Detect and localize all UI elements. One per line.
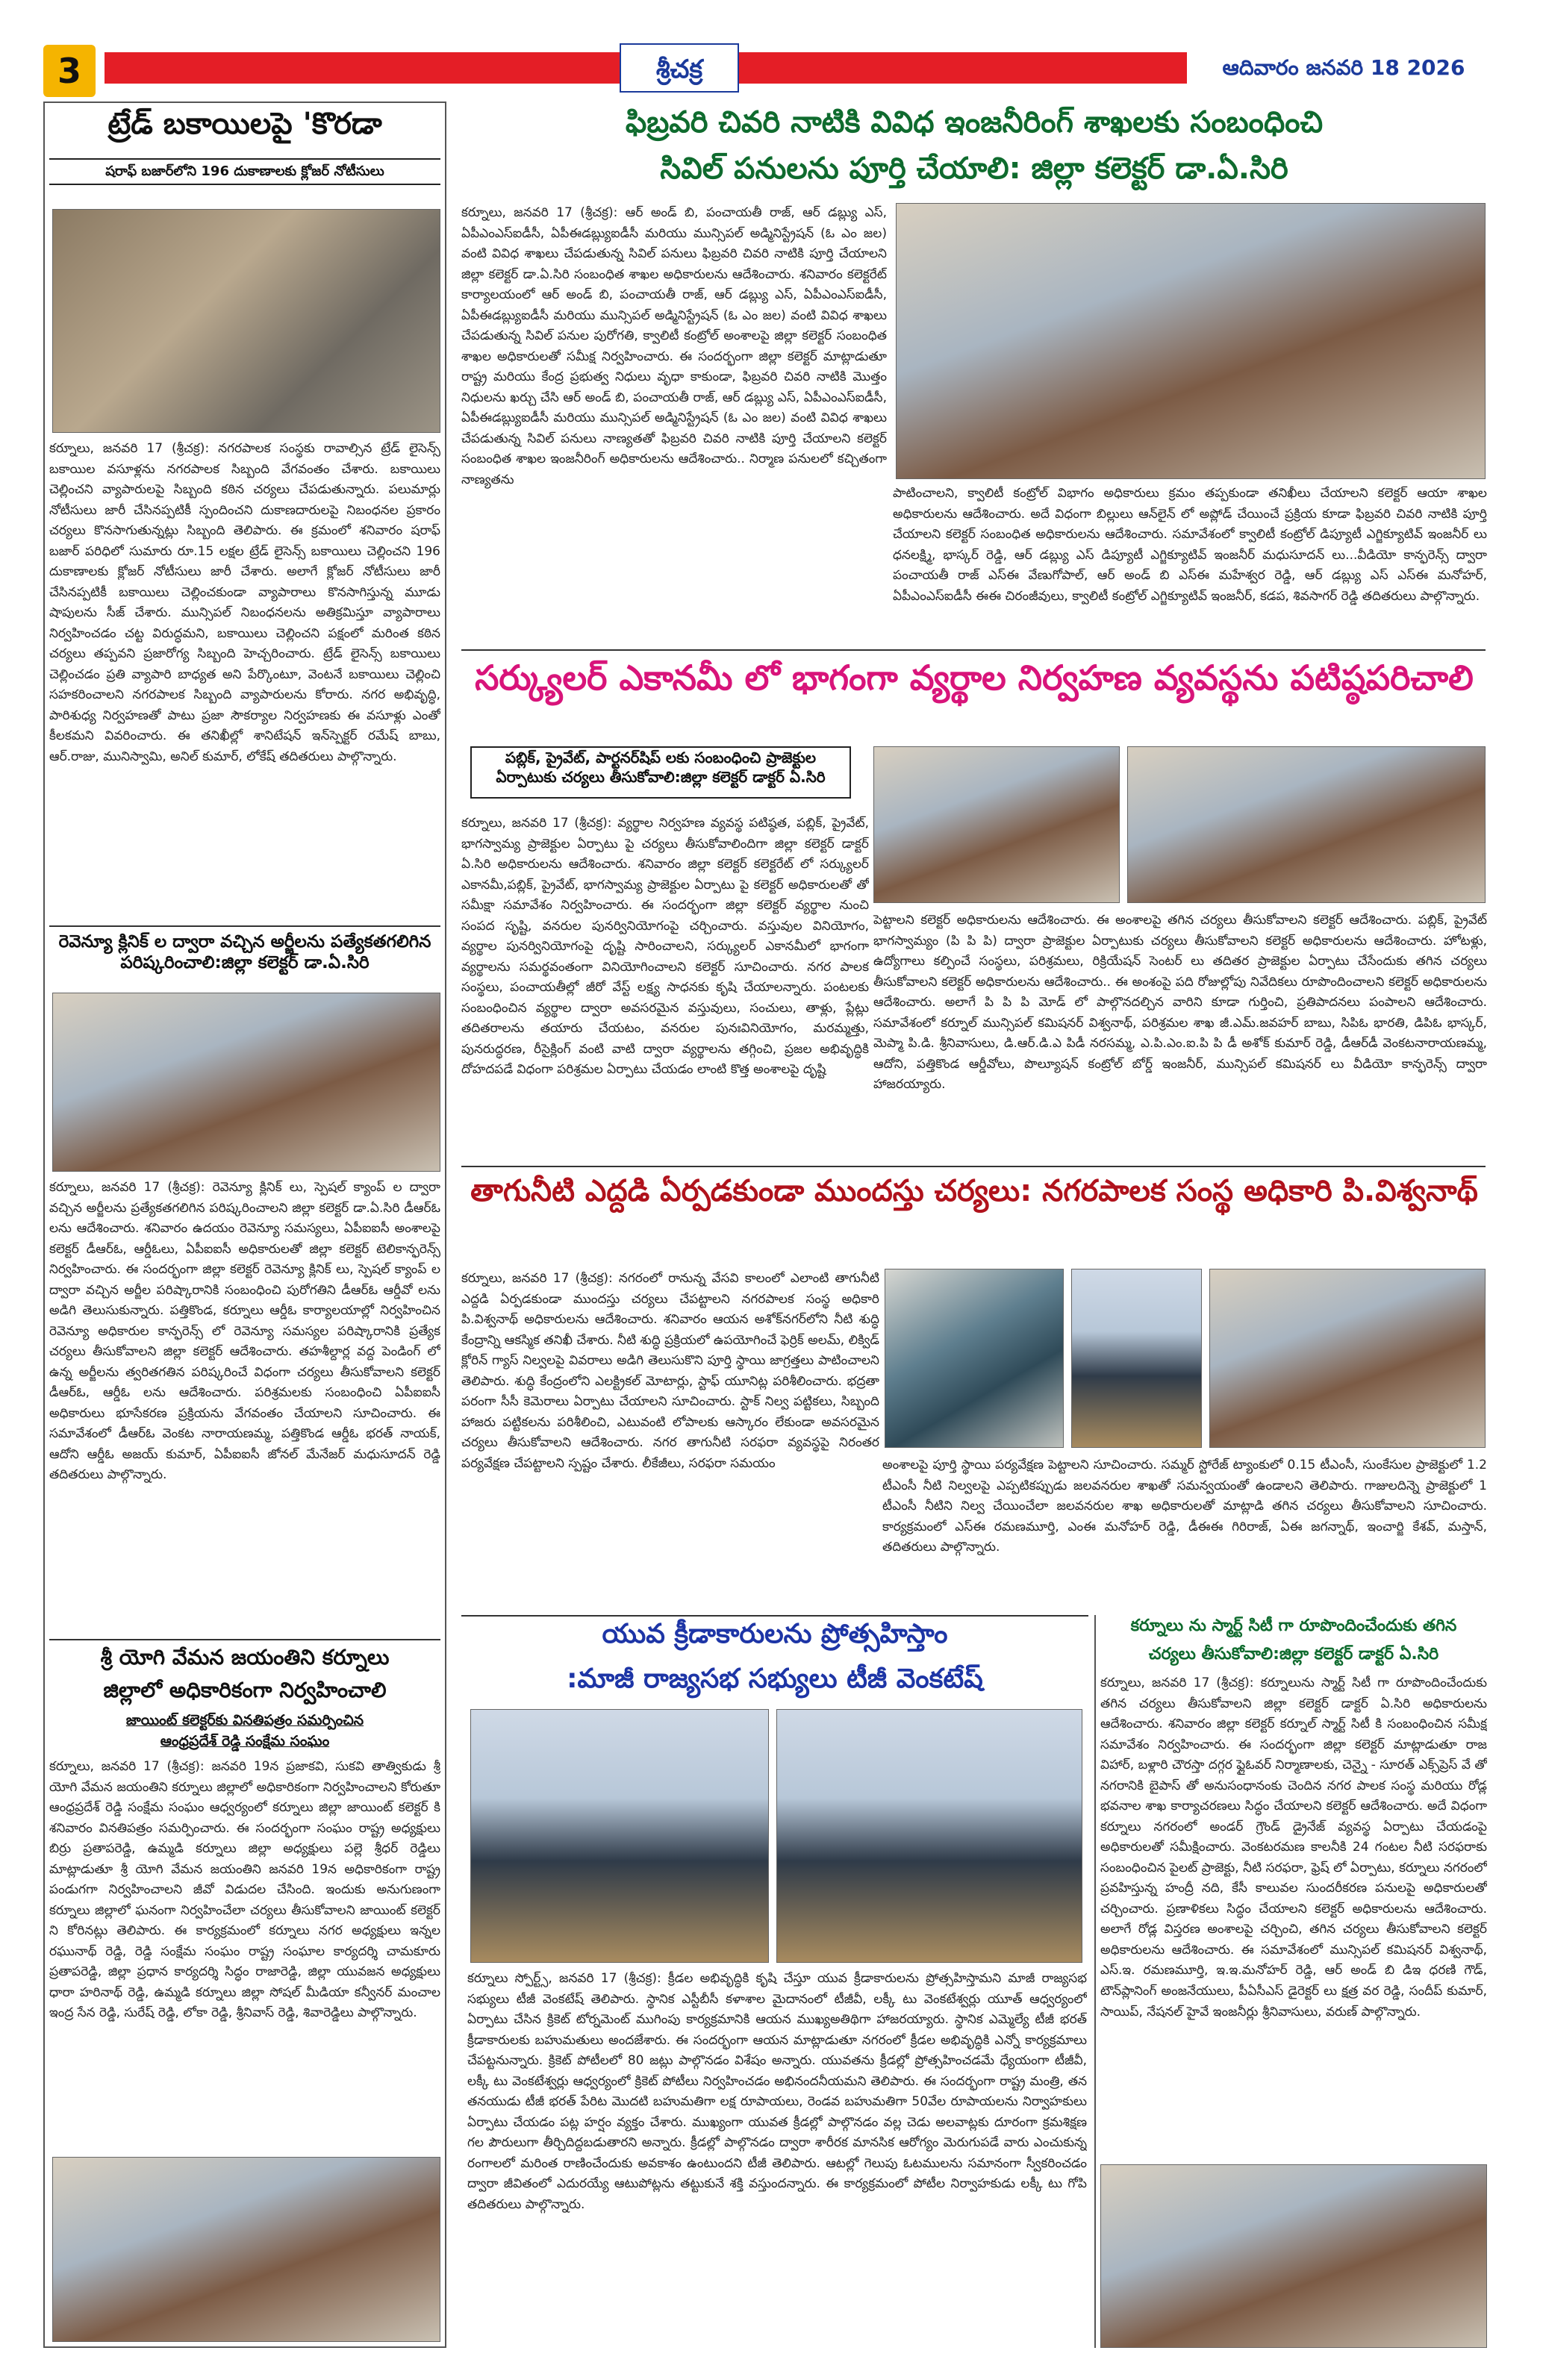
civil-works-body-left: కర్నూలు, జనవరి 17 (శ్రీచక్ర): ఆర్ అండ్ బి, పంచాయతీ రాజ్, ఆర్ డబ్ల్యు ఎస్, ఏపీఎంఎస్ఐడీసీ, ఏపీఈడబ్ల్యుఐడీసీ మరియు మున్సిపల్ అడ్మినిస్ట్రేషన్ (ఓ ఎం జల) వంటి వివిధ శాఖలు చేపడుతున్న సివిల్ పనులు ఫిబ్రవరి చివరి నాటికి పూర్తి చేయాలని జిల్లా కలెక్టర్ డా.ఏ.సిరి సంబంధిత శాఖల అధికారులను ఆదేశించారు. శనివారం కలెక్టరేట్ కార్యాలయంలో ఆర్ అండ్ బి, పంచాయతీ రాజ్, ఆర్ డబ్ల్యు ఎస్, ఏపీఎంఎస్ఐడీసీ, ఏపీఈడబ్ల్యుఐడీసీ మరియు మున్సిపల్ అడ్మినిస్ట్రేషన్ (ఓ ఎం జల) వంటి వివిధ శాఖలు చేపడుతున్న సివిల్ పనుల పురోగతి, క్వాలిటీ కంట్రోల్ అంశాలపై జిల్లా కలెక్టర్ సంబంధిత శాఖల అధికారులతో సమీక్ష నిర్వహించారు. ఈ సందర్భంగా జిల్లా కలెక్టర్ మాట్లాడుతూ రాష్ట్ర మరియు కేంద్ర ప్రభుత్వ నిధులు వృధా కాకుండా, ఫిబ్రవరి చివరి నాటికి మొత్తం నిధులను ఖర్చు చేసి ఆర్ అండ్ బి, పంచాయతీ రాజ్, ఆర్ డబ్ల్యు ఎస్, ఏపీఎంఎస్ఐడీసీ, ఏపీఈడబ్ల్యుఐడీసీ మరియు మున్సిపల్ అడ్మినిస్ట్రేషన్ (ఓ ఎం జల) వంటి వివిధ శాఖలు చేపడుతున్న సివిల్ పనులు నాణ్యతతో ఫిబ్రవరి చివరి నాటికి పూర్తి చేయాలని కలెక్టర్ సంబంధిత శాఖల ఇంజనీరింగ్ అధికారులను ఆదేశించారు.. నిర్మాణ పనులలో కచ్చితంగా నాణ్యతను [461,205,887,487]
trade-license-subhead: షరాఫ్ బజార్‌లోని 196 దుకాణాలకు క్లోజర్ నోటీసులు [49,158,440,185]
divider [49,1639,440,1640]
smart-city-headline-1: కర్నూలు ను స్మార్ట్ సిటీ గా రూపొందించేందుకు తగిన [1130,1617,1457,1635]
revenue-clinic-headline: రెవెన్యూ క్లినిక్ ల ద్వారా వచ్చిన అర్జీలను పత్యేకతగలిగిన పరిష్కరించాలి:జిల్లా కలెక్టర్ డా.ఏ.సిరి [58,932,431,973]
petition-photo [52,2157,440,2342]
trade-license-headline: ట్రేడ్ బకాయిలపై 'కొరడా [107,107,382,141]
shop-closure-photo [52,209,440,433]
collector-desk-photo [873,746,1120,903]
sports-headline-1: యువ క్రీడాకారులను ప్రోత్సహిస్తాం [602,1619,948,1649]
column-divider [1094,1615,1096,2348]
pump-station-photo [885,1269,1064,1448]
page-number: 3 [43,45,96,97]
ppp-subhead-box [470,746,851,799]
issue-date: ఆదివారం జనవరి 18 2026 [1187,51,1500,85]
ppp-meeting-photo [1127,746,1486,903]
divider [461,1615,1088,1617]
vemana-headline-2: జిల్లాలో అధికారికంగా నిర్వహించాలి [103,1678,387,1702]
sports-headline-2: :మాజీ రాజ్యసభ సభ్యులు టీజీ వెంకటేష్ [567,1664,983,1694]
trade-license-body: కర్నూలు, జనవరి 17 (శ్రీచక్ర): నగరపాలక సంస్థకు రావాల్సిన ట్రేడ్ లైసెన్స్ బకాయిల వసూళ్లను నగరపాలక సిబ్బంది వేగవంతం చేశారు. బకాయిలు చెల్లించని వ్యాపారులపై సిబ్బంది కఠిన చర్యలు చేపడుతున్నారు. పలుమార్లు నోటీసులు జారీ చేసినప్పటికీ స్పందించని దుకాణదారులపై నిబంధనల ప్రకారం చర్యలు కొనసాగుతున్నట్లు సిబ్బంది తెలిపారు. ఈ క్రమంలో శనివారం షరాఫ్ బజార్ పరిధిలో సుమారు రూ.15 లక్షల ట్రేడ్ లైసెన్స్ బకాయిలు చెల్లించని 196 దుకాణాలకు క్లోజర్ నోటీసులు జారీ చేశారు. అలాగే క్లోజర్ నోటీసులు జారీ చేసినప్పటికీ బకాయిలు చెల్లించకుండా వ్యాపారాలు కొనసాగిస్తున్న మూడు షాపులను సీజ్ చేశారు. మున్సిపల్ నిబంధనలను అతిక్రమిస్తూ వ్యాపారాలు నిర్వహించడం చట్ట విరుద్ధమని, బకాయిలు చెల్లించని పక్షంలో మరింత కఠిన చర్యలు తప్పవని ప్రజారోగ్య సిబ్బంది హెచ్చరించారు. ట్రేడ్ లైసెన్స్ బకాయిలు చెల్లించడం ప్రతి వ్యాపారి బాధ్యత అని పేర్కొంటూ, వెంటనే బకాయిలు చెల్లించి సహకరించాలని నగరపాలక సిబ్బంది వ్యాపారులను కోరారు. నగర అభివృద్ధి, పారిశుధ్య నిర్వహణతో పాటు ప్రజా సౌకర్యాల నిర్వహణకు ఈ వసూళ్లు ఎంతో కీలకమని వివరించారు. ఈ తనిఖీల్లో శానిటేషన్ ఇన్‌స్పెక్టర్ రమేష్ బాబు, ఆర్.రాజు, మునిస్వామి, అనిల్ కుమార్, లోకేష్ తదితరులు పాల్గొన్నారు. [49,441,440,764]
smart-city-headline-2: చర్యలు తీసుకోవాలి:జిల్లా కలెక్టర్ డాక్టర్ ఏ.సిరి [1148,1645,1439,1664]
ppp-subhead-2: ఏర్పాటుకు చర్యలు తీసుకోవాలి:జిల్లా కలెక్టర్ డాక్టర్ ఏ.సిరి [496,768,826,786]
divider [49,925,440,927]
revenue-clinic-body: కర్నూలు, జనవరి 17 (శ్రీచక్ర): రెవెన్యూ క్లినిక్ లు, స్పెషల్ క్యాంప్ ల ద్వారా వచ్చిన అర్జీలను ప్రత్యేకతగలిగిన పరిష్కరించాలని జిల్లా కలెక్టర్ డా.ఏ.సిరి డీఆర్‌ఓ లను ఆదేశించారు. శనివారం ఉదయం రెవెన్యూ సమస్యలు, ఏపీఐఐసీ అంశాలపై కలెక్టర్ డీఆర్‌ఓ, ఆర్డీఓలు, ఏపీఐఐసీ అధికారులతో జిల్లా కలెక్టర్ టెలికాన్ఫరెన్స్ నిర్వహించారు. ఈ సందర్భంగా జిల్లా కలెక్టర్ రెవెన్యూ క్లినిక్ లు, స్పెషల్ క్యాంప్ ల ద్వారా వచ్చిన అర్జీల పరిష్కారానికి సంబంధించి పురోగతిని డీఆర్‌ఓ ఆర్డీవో లను అడిగి తెలుసుకున్నారు. పత్తికొండ, కర్నూలు ఆర్డీఓ కార్యాలయాల్లో నిర్వహించిన రెవెన్యూ అధికారుల కాన్ఫరెన్స్ లో రెవెన్యూ సమస్యల పరిష్కారానికి ప్రత్యేక చర్యలు తీసుకోవాలని జిల్లా కలెక్టర్ ఆదేశించారు. తహశీల్దార్ల వద్ద పెండింగ్ లో ఉన్న అర్జీలను త్వరితగతిన పరిష్కరించే విధంగా చర్యలు తీసుకోవాలని కలెక్టర్ డీఆర్‌ఓ, ఆర్డీఓ లను ఆదేశించారు. పరిశ్రమలకు సంబంధించి ఏపీఐఐసీ అధికారులు భూసేకరణ ప్రక్రియను వేగవంతం చేయాలని సూచించారు. ఈ సమావేశంలో డీఆర్‌ఓ వెంకట నారాయణమ్మ, పత్తికొండ ఆర్డీఓ భరత్ నాయక్, ఆదోని ఆర్డీఓ అజయ్ కుమార్, ఏపీఐఐసీ జోనల్ మేనేజర్ మధుసూదన్ రెడ్డి తదితరులు పాల్గొన్నారు. [49,1180,440,1483]
vemana-body: కర్నూలు, జనవరి 17 (శ్రీచక్ర): జనవరి 19న ప్రజాకవి, సుకవి తాత్వికుడు శ్రీ యోగి వేమన జయంతిని కర్నూలు జిల్లాలో అధికారికంగా నిర్వహించాలని కోరుతూ ఆంధ్రప్రదేశ్ రెడ్డి సంక్షేమ సంఘం ఆధ్వర్యంలో కర్నూలు జిల్లా జాయింట్ కలెక్టర్ కి శనివారం వినతిపత్రం సమర్పించారు. ఈ సందర్భంగా సంఘం రాష్ట్ర అధ్యక్షులు బిర్రు ప్రతాపరెడ్డి, ఉమ్మడి కర్నూలు జిల్లా అధ్యక్షులు పల్లె శ్రీధర్ రెడ్డిలు మాట్లాడుతూ శ్రీ యోగి వేమన జయంతిని జనవరి 19న అధికారికంగా రాష్ట్ర పండుగగా నిర్వహించాలని జీవో విడుదల చేసింది. ఇందుకు అనుగుణంగా కర్నూలు జిల్లాలో ఘనంగా నిర్వహించేలా చర్యలు తీసుకోవాలని జాయింట్ కలెక్టర్ ని కోరినట్లు తెలిపారు. ఈ కార్యక్రమంలో కర్నూలు నగర అధ్యక్షులు ఇన్నల రఘునాథ్ రెడ్డి, రెడ్డి సంక్షేమ సంఘం రాష్ట్ర సంఘాల కార్యదర్శి చామకూరు ప్రతాపరెడ్డి, జిల్లా ప్రధాన కార్యదర్శి సిద్ధం రాజారెడ్డి, జిల్లా యువజన అధ్యక్షులు ధారా హరినాథ్ రెడ్డి, ఉమ్మడి కర్నూలు జిల్లా సోషల్ మీడియా కన్వీనర్ మంచాల ఇంద్ర సేన రెడ్డి, సురేష్ రెడ్డి, లోకా రెడ్డి, శ్రీనివాస్ రెడ్డి, శివారెడ్డిలు పాల్గొన్నారు. [49,1759,440,2021]
ppp-subhead-1: పబ్లిక్, ప్రైవేట్, పార్టనర్‌షిప్ లకు సంబంధించి ప్రాజెక్టుల [505,749,817,766]
circular-economy-headline: సర్క్యులర్ ఎకానమీ లో భాగంగా వ్యర్థాల నిర్వహణ వ్యవస్థను పటిష్ఠపరిచాలి [475,658,1474,698]
revenue-meeting-photo [52,993,440,1172]
collector-review-photo [896,203,1486,479]
smart-city-meeting-photo [1100,2164,1487,2348]
smart-city-body: కర్నూలు, జనవరి 17 (శ్రీచక్ర): కర్నూలును స్మార్ట్ సిటీ గా రూపొందించేందుకు తగిన చర్యలు తీసుకోవాలని జిల్లా కలెక్టర్ డాక్టర్ ఏ.సిరి అధికారులను ఆదేశించారు. శనివారం జిల్లా కలెక్టర్ కర్నూల్ స్మార్ట్ సిటీ కి సంబంధించిన సమీక్ష సమావేశం నిర్వహించారు. ఈ సందర్భంగా జిల్లా కలెక్టర్ మాట్లాడుతూ రాజ విహార్, బళ్లారి చౌరస్తా దగ్గర ఫ్లైఓవర్ నిర్మాణాలకు, చెన్నై - సూరత్ ఎక్స్‌ప్రెస్ వే తో నగరానికి బైపాస్ తో అనుసంధానంకు చెందిన నగర పాలక సంస్థ మరియు రోడ్ల భవనాల శాఖ కార్యాచరణలు సిద్ధం చేయాలని కలెక్టర్ ఆదేశించారు. అదే విధంగా కర్నూలు నగరంలో అండర్ గ్రౌండ్ డ్రైనేజ్ వ్యవస్థ ఏర్పాటు చేయడంపై అధికారులతో సమీక్షించారు. వెంకటరమణ కాలనీకి 24 గంటల నీటి సరఫరాకు సంబంధించిన పైలట్ ప్రాజెక్టు, నీటి సరఫరా, ఫ్రెష్ లో ఏర్పాటు, కర్నూలు నగరంలో ప్రవహిస్తున్న హంద్రీ నది, కేసీ కాలువల సుందరీకరణ పనులపై అధికారులతో చర్చించారు. ప్రణాళికలు సిద్ధం చేయాలని కలెక్టర్ అధికారులను ఆదేశించారు. అలాగే రోడ్ల విస్తరణ అంశాలపై చర్చించి, తగిన చర్యలు తీసుకోవాలని కలెక్టర్ అధికారులను ఆదేశించారు. ఈ సమావేశంలో మున్సిపల్ కమిషనర్ విశ్వనాథ్, ఎస్.ఇ. రమణమూర్తి, ఇ.ఇ.మనోహర్ రెడ్డి, ఆర్ అండ్ బి డిఇ ధరణి గౌడ్, టౌన్‌ప్లానింగ్ అంజనేయులు, పీఏసీఎస్ డైరెక్టర్ లు క్షత్ర వర రెడ్డి, సందీప్ కుమార్, సాయిప్, నేషనల్ హైవే ఇంజనీర్లు శ్రీనివాసులు, వరుణ్ పాల్గొన్నారు. [1100,1675,1487,2020]
vemana-subhead-1: జాయింట్ కలెక్టర్‌కు వినతిపత్రం సమర్పించిన [125,1712,364,1728]
vemana-headline-1: శ్రీ యోగి వేమన జయంతిని కర్నూలు [100,1645,390,1670]
circular-economy-body-left: కర్నూలు, జనవరి 17 (శ్రీచక్ర): వ్యర్థాల నిర్వహణ వ్యవస్థ పటిష్ఠత, పబ్లిక్, ప్రైవేట్, భాగస్వామ్య ప్రాజెక్టుల ఏర్పాటు పై చర్యలు తీసుకోవాలిందిగా జిల్లా కలెక్టర్ డాక్టర్ ఏ.సిరి అధికారులను ఆదేశించారు. శనివారం జిల్లా కలెక్టర్ కలెక్టరేట్ లో సర్క్యులర్ ఎకానమీ,పబ్లిక్, ప్రైవేట్, భాగస్వామ్య ప్రాజెక్టుల ఏర్పాటు పై కలెక్టర్ అధికారులతో తో సమీక్షా సమావేశం నిర్వహించారు. ఈ సందర్భంగా జిల్లా కలెక్టర్ వ్యర్థాల నుంచి సంపద సృష్టి, వనరుల పునర్వినియోగంపై చర్చించారు. వస్తువుల వినియోగం, వ్యర్థాల పునర్వినియోగంపై దృష్టి సారించాలని, సర్క్యులర్ ఎకానమీలో భాగంగా వ్యర్థాలను సమర్థవంతంగా వినియోగించాలని కలెక్టర్ సూచించారు. నగర పాలక సంస్థలు, పంచాయతీల్లో జీరో వేస్ట్ లక్ష్య సాధనకు కృషి చేయాలన్నారు. పంటలకు సంబంధించిన వ్యర్థాల ద్వారా అవసరమైన వస్తువులు, సంచులు, తాళ్లు, ప్లేట్లు తదితరాలను తయారు చేయటం, వనరుల పునఃవినియోగం, మరమ్మత్తు, పునరుద్ధరణ, రీసైక్లింగ్ వంటి వాటి ద్వారా వ్యర్థాలను తగ్గించి, ప్రజల అభివృద్ధికి దోహదపడే విధంగా పరిశ్రమల ఏర్పాటు చేయడం లాంటి కొత్త అంశాలపై దృష్టి [461,816,869,1078]
official-visit-photo [1209,1269,1486,1448]
paper-logo: శ్రీచక్ర [620,43,739,93]
drinking-water-headline: తాగునీటి ఎద్దడి ఏర్పడకుండా ముందస్తు చర్యలు: నగరపాలక సంస్థ అధికారి పి.విశ్వనాథ్ [470,1174,1478,1208]
vemana-subhead-2: ఆంధ్రప్రదేశ్ రెడ్డి సంక్షేమ సంఘం [160,1733,330,1749]
divider [461,1166,1486,1167]
trophy-presentation-photo [776,1709,1082,1963]
circular-economy-body-right: పెట్టాలని కలెక్టర్ అధికారులను ఆదేశించారు. ఈ అంశాలపై తగిన చర్యలు తీసుకోవాలని కలెక్టర్ ఆదేశించారు. పబ్లిక్, ప్రైవేట్ భాగస్వామ్యం (పి పి పి) ద్వారా ప్రాజెక్టుల ఏర్పాటుకు చర్యలు తీసుకోవాలని కలెక్టర్ అధికారులను ఆదేశించారు. హోటళ్లు, ఉద్యోగాలు కల్పించే సంస్థలు, పరిశ్రమలు, రిక్రియేషన్ సెంటర్ లు తదితర ప్రాజెక్టుల ఏర్పాటు చేసేందుకు తగిన చర్యలు తీసుకోవాలని కలెక్టర్ అధికారులను ఆదేశించారు.. ఈ అంశంపై పది రోజుల్లోపు నివేదికలు రూపొందించాలని కలెక్టర్ అధికారులను ఆదేశించారు. అలాగే పి పి పి మోడ్ లో పాల్గొనదల్చిన వారిని కూడా గుర్తించి, ప్రతిపాదనలు పంపాలని ఆదేశించారు. సమావేశంలో కర్నూల్ మున్సిపల్ కమిషనర్ విశ్వనాథ్, పరిశ్రమల శాఖ జీ.ఎమ్.జవహర్ బాబు, సిపిఓ భారతి, డిపిఓ భాస్కర్, మెప్మా పి.డి. శ్రీనివాసులు, డి.ఆర్.డి.ఎ పిడీ నరసమ్మ, ఎ.పి.ఎం.ఐ.పి పి డీ అశోక్ కుమార్ రెడ్డి, డీఆర్‌డీ వెంకటనారాయణమ్మ, ఆదోని, పత్తికొండ ఆర్డీవోలు, పొల్యూషన్ కంట్రోల్ బోర్డ్ ఇంజనీర్, మున్సిపల్ కమిషనర్ లు వీడియో కాన్ఫరెన్స్ ద్వారా హాజరయ్యారు. [873,913,1487,1093]
inspection-photo [1071,1269,1202,1448]
drinking-water-body-right: అంశాలపై పూర్తి స్థాయి పర్యవేక్షణ పెట్టాలని సూచించారు. సమ్మర్ స్టోరేజ్ ట్యాంకులో 0.15 టీఎంసీ, సుంకేసుల ప్రాజెక్టులో 1.2 టీఎంసీ నీటి నిల్వలపై ఎప్పటికప్పుడు జలవనరుల శాఖతో సమన్వయంతో ఉండాలని తెలిపారు. గాజులదిన్నె ప్రాజెక్టులో 1 టీఎంసీ నీటిని నిల్వ చేయించేలా జలవనరుల శాఖ అధికారులతో మాట్లాడి తగిన చర్యలు తీసుకోవాలని సూచించారు. కార్యక్రమంలో ఎస్ఈ రమణమూర్తి, ఎంఈ మనోహర్ రెడ్డి, డీఈఈ గిరిరాజ్, ఏఈ జగన్నాథ్, ఇంచార్జి కేశవ్, మస్తాన్, తదితరులు పాల్గొన్నారు. [882,1458,1487,1555]
cricket-teams-photo [470,1709,769,1963]
sports-body: కర్నూలు స్పోర్ట్స్, జనవరి 17 (శ్రీచక్ర): క్రీడల అభివృద్ధికి కృషి చేస్తూ యువ క్రీడాకారులను ప్రోత్సహిస్తామని మాజీ రాజ్యసభ సభ్యులు టీజీ వెంకటేష్ తెలిపారు. స్థానిక ఎస్టీబీసీ కళాశాల మైదానంలో టీజీవీ, లక్కీ టు వెంకటేశ్వర్లు యూత్ ఆధ్వర్యంలో ఏర్పాటు చేసిన క్రికెట్ టోర్నమెంట్ ముగింపు కార్యక్రమానికి ఆయన ముఖ్యఅతిథిగా హాజరయ్యారు. స్థానిక ఎమ్మెల్యే టీజీ భరత్ క్రీడాకారులకు బహుమతులు అందజేశారు. ఈ సందర్భంగా ఆయన మాట్లాడుతూ నగరంలో క్రీడల అభివృద్ధికి ఎన్నో కార్యక్రమాలు చేపట్టనున్నారు. క్రికెట్ పోటీలలో 80 జట్లు పాల్గొనడం విశేషం అన్నారు. యువతను క్రీడల్లో ప్రోత్సహించడమే ధ్యేయంగా టీజీవీ, లక్కీ టు వెంకటేశ్వర్లు ఆధ్వర్యంలో క్రికెట్ పోటీలు నిర్వహించడం అభినందనీయమని తెలిపారు. ఈ సందర్భంగా రాష్ట్ర మంత్రి, తన తనయుడు టీజీ భరత్ పేరిట మొదటి బహుమతిగా లక్ష రూపాయలు, రెండవ బహుమతిగా 50వేల రూపాయలను నిర్వాహకులు ఏర్పాటు చేయడం పట్ల హర్షం వ్యక్తం చేశారు. ముఖ్యంగా యువత క్రీడల్లో పాల్గొనడం వల్ల చెడు అలవాట్లకు దూరంగా క్రమశిక్షణ గల పౌరులుగా తీర్చిదిద్దబడుతారని అన్నారు. క్రీడల్లో పాల్గొనడం ద్వారా శారీరక మానసిక ఆరోగ్యం మెరుగుపడే వారు ఎంచుకున్న రంగాలలో మరింత రాణించేందుకు అవకాశం ఉంటుందని టీజీ తెలిపారు. ఆటల్లో గెలుపు ఓటములను సమానంగా స్వీకరించడం ద్వారా జీవితంలో ఎదురయ్యే ఆటుపోట్లను తట్టుకునే శక్తి వస్తుందన్నారు. ఈ కార్యక్రమంలో పోటీల నిర్వాహకుడు లక్కీ టు గోపి తదితరులు పాల్గొన్నారు. [467,1971,1087,2212]
divider [461,649,1486,651]
drinking-water-body-left: కర్నూలు, జనవరి 17 (శ్రీచక్ర): నగరంలో రానున్న వేసవి కాలంలో ఎలాంటి తాగునీటి ఎద్దడి ఏర్పడకుండా ముందస్తు చర్యలు చేపట్టాలని నగరపాలక సంస్థ అధికారి పి.విశ్వనాథ్ అధికారులను ఆదేశించారు. శనివారం ఆయన అశోక్‌నగర్‌లోని నీటి శుద్ధి కేంద్రాన్ని ఆకస్మిక తనిఖీ చేశారు. నీటి శుద్ధి ప్రక్రియలో ఉపయోగించే ఫెర్రిక్ అలమ్, లిక్విడ్ క్లోరిన్ గ్యాస్ నిల్వలపై వివరాలు అడిగి తెలుసుకొని పూర్తి స్థాయి జాగ్రత్తలు పాటించాలని తెలిపారు. శుద్ధి కేంద్రంలోని ఎలక్ట్రికల్ మోటార్లు, స్టాఫ్ యూనిట్ల పరిశీలించారు. భద్రతా పరంగా సీసీ కెమెరాలు ఏర్పాటు చేయాలని సూచించారు. స్టాక్ నిల్వ పట్టికలు, సిబ్బంది హాజరు పట్టికలను పరిశీలించి, ఎటువంటి లోపాలకు ఆస్కారం లేకుండా అవసరమైన చర్యలు తీసుకోవాలని ఆదేశించారు. నగర తాగునీటి సరఫరా వ్యవస్థపై నిరంతర పర్యవేక్షణ చేపట్టాలని స్పష్టం చేశారు. లీకేజీలు, సరఫరా సమయం [461,1271,879,1471]
civil-works-body-right: పాటించాలని, క్వాలిటీ కంట్రోల్ విభాగం అధికారులు క్రమం తప్పకుండా తనిఖీలు చేయాలని కలెక్టర్ ఆయా శాఖల అధికారులను ఆదేశించారు. అదే విధంగా బిల్లులు ఆన్‌లైన్ లో అప్లోడ్ చేయించే ప్రక్రియ కూడా ఫిబ్రవరి చివరి నాటికి పూర్తి చేయాలని కలెక్టర్ సంబంధిత అధికారులను ఆదేశించారు. సమావేశంలో క్వాలిటీ కంట్రోల్ డిప్యూటీ ఎగ్జిక్యూటివ్ ఇంజనీర్ లు ధనలక్ష్మి, భాస్కర్ రెడ్డి, ఆర్ డబ్ల్యు ఎస్ డిప్యూటీ ఎగ్జిక్యూటివ్ ఇంజనీర్ మధుసూదన్ లు...వీడియో కాన్ఫరెన్స్ ద్వారా పంచాయతీ రాజ్ ఎస్ఈ వేణుగోపాల్, ఆర్ అండ్ బి ఎస్ఈ మహేశ్వర రెడ్డి, ఆర్ డబ్ల్యు ఎస్ ఎస్ఈ మనోహర్, ఏపీఎంఎస్ఐడీసీ ఈఈ చిరంజీవులు, క్వాలిటీ కంట్రోల్ ఎగ్జిక్యూటివ్ ఇంజనీర్, కడప, శివసాగర్ రెడ్డి తదితరులు పాల్గొన్నారు. [893,486,1487,604]
civil-works-headline-2: సివిల్ పనులను పూర్తి చేయాలి: జిల్లా కలెక్టర్ డా.ఏ.సిరి [660,152,1288,186]
civil-works-headline-1: ఫిబ్రవరి చివరి నాటికి వివిధ ఇంజనీరింగ్ శాఖలకు సంబంధించి [625,105,1324,140]
